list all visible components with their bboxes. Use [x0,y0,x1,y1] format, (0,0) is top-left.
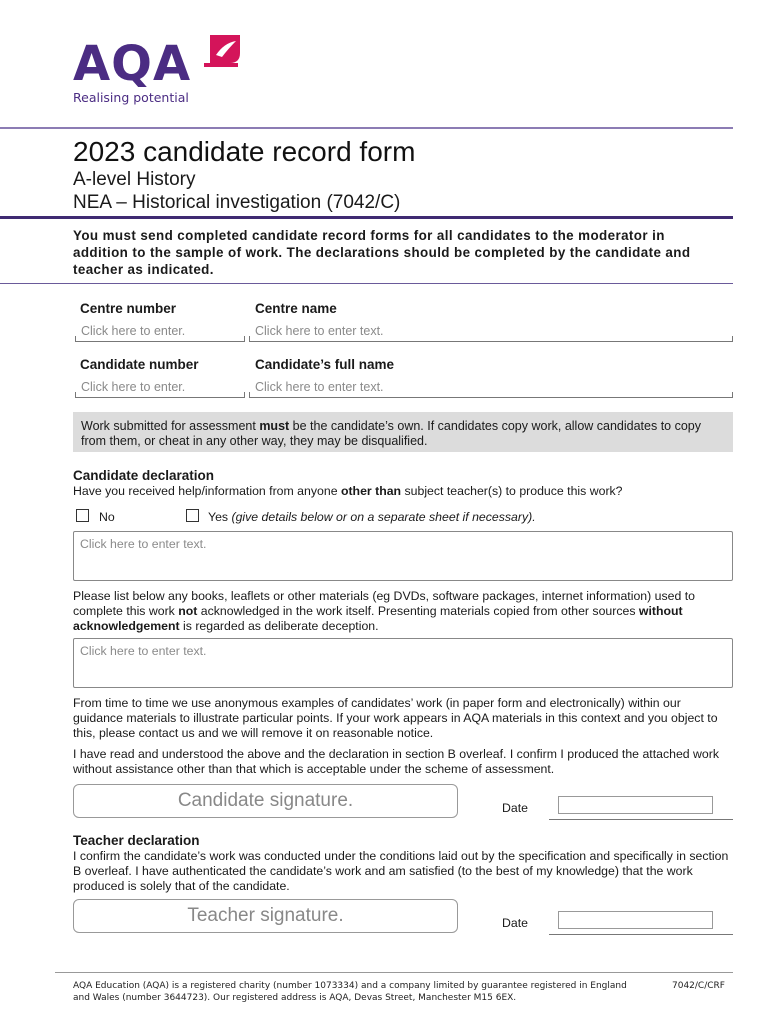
no-checkbox[interactable] [76,509,89,522]
candidate-name-field[interactable]: Click here to enter text. [249,380,733,398]
teacher-date-underline [549,934,733,935]
materials-text-3: is regarded as deliberate deception. [179,619,379,633]
logo-tagline: Realising potential [73,90,189,105]
centre-number-label: Centre number [80,301,177,316]
teacher-date-label: Date [502,916,528,930]
candidate-date-field[interactable] [558,796,713,814]
teacher-declaration-heading: Teacher declaration [73,833,200,848]
footer-legal-line-1: AQA Education (AQA) is a registered charity (number 1073334) and a company limited by guarantee registered in England [73,981,627,991]
candidate-date-underline [549,819,733,820]
help-question-emphasis: other than [340,484,402,498]
header-divider [0,127,733,129]
candidate-number-field[interactable]: Click here to enter. [75,380,245,398]
help-question-text: Have you received help/information from anyone [73,484,341,498]
yes-checkbox[interactable] [186,509,199,522]
anonymous-use-statement: From time to time we use anonymous examples of candidates’ work (in paper form and electronically) within our guidance materials to illustrate particular points. If your work appears in AQA materials in this context and you object to this, please contact us and we will remove it on reasonable notice. [73,696,718,740]
form-code: 7042/C/CRF [672,981,725,991]
teacher-declaration-text: I confirm the candidate’s work was conducted under the conditions laid out by the specification and specifically in section B overleaf. I have authenticated the candidate’s work and am satisfied (to the best of my knowledge) that the work produced is solely that of the candidate. [73,849,729,893]
candidate-date-label: Date [502,801,528,815]
aqa-logo-mark-icon [202,33,242,71]
notice-text-cont: be the candidate’s own. If candidates copy work, allow candidates to copy from them, or cheat in any other way, they may be disqualified. [81,419,702,448]
centre-name-field[interactable]: Click here to enter text. [249,324,733,342]
materials-text-1: Please list below any books, leaflets or other materials (eg DVDs, software packages, internet information) used to complete this work [73,589,695,618]
footer-legal-line-2: and Wales (number 3644723). Our registered address is AQA, Devas Street, Manchester M15 6EX. [73,993,517,1003]
candidate-declaration-heading: Candidate declaration [73,468,215,483]
malpractice-notice [73,412,733,452]
no-option-label: No [99,510,115,524]
aqa-logo: AQA [73,36,192,92]
teacher-date-field[interactable] [558,911,713,929]
intro-divider [0,283,733,284]
intro-instructions: You must send completed candidate record forms for all candidates to the moderator in addition to the sample of work. The declarations should be completed by the candidate and teacher as indicated. [73,228,691,277]
centre-name-label: Centre name [255,301,337,316]
help-details-field[interactable]: Click here to enter text. [73,531,733,581]
teacher-signature-field[interactable]: Teacher signature. [73,899,458,933]
candidate-confirmation: I have read and understood the above and the declaration in section B overleaf. I confirm I produced the attached work without assistance other than that which is acceptable under the scheme of assessment. [73,747,719,776]
footer-legal [73,980,633,1004]
help-question-text-cont: subject teacher(s) to produce this work? [401,484,623,498]
candidate-number-label: Candidate number [80,357,199,372]
notice-emphasis: must [259,419,290,433]
help-question [73,484,733,499]
materials-field[interactable]: Click here to enter text. [73,638,733,688]
materials-instructions [73,589,733,634]
centre-number-field[interactable]: Click here to enter. [75,324,245,342]
subject-title: A-level History [73,169,196,190]
materials-emphasis-1: not [178,604,198,618]
materials-emphasis-2: without acknowledgement [73,604,683,633]
page-title: 2023 candidate record form [73,136,416,167]
notice-text: Work submitted for assessment [81,419,260,433]
component-title: NEA – Historical investigation (7042/C) [73,192,401,213]
footer-divider [55,972,733,973]
yes-option [208,510,536,525]
yes-option-note: (give details below or on a separate sheet if necessary). [231,510,536,524]
candidate-name-label: Candidate’s full name [255,357,395,372]
candidate-signature-field[interactable]: Candidate signature. [73,784,458,818]
title-divider [0,216,733,219]
yes-option-label: Yes [208,510,229,524]
materials-text-2: acknowledged in the work itself. Presenting materials copied from other sources [197,604,639,618]
